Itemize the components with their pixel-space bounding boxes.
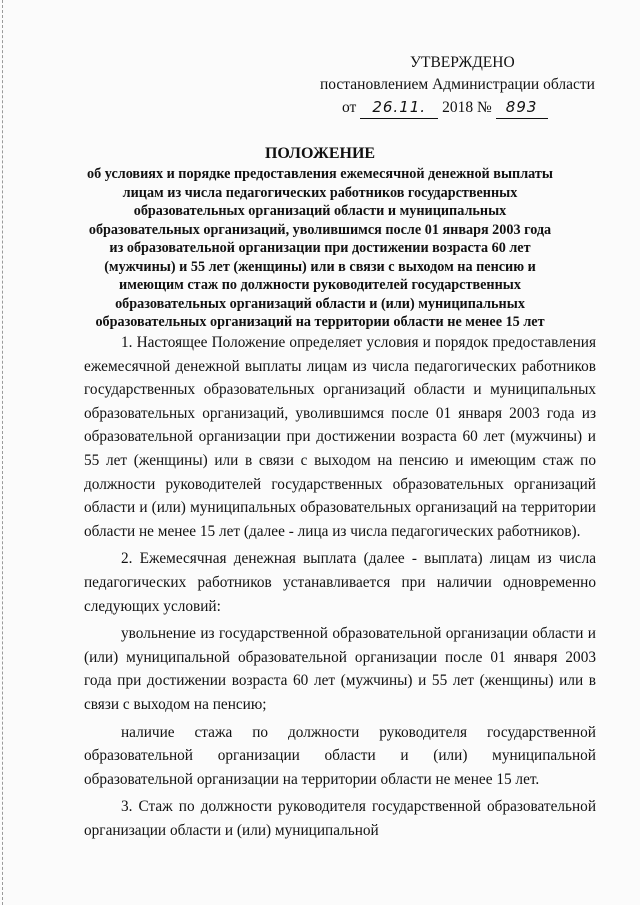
paragraph-condition-1: увольнение из государственной образовательной организации области и (или) муниципальной образовательной организации после 01 января 2003 года при достижении возраста 60 лет (мужчины) и 55 лет (женщины) или в связи с выходом на пенсию; [84, 625, 596, 713]
paragraph-condition-2: наличие стажа по должности руководителя государственной образовательной организации области и (или) муниципальной образовательной организации на территории области не менее 15 лет. [84, 723, 596, 788]
approval-title: УТВЕРЖДЕНО [410, 54, 515, 71]
document-subheading: об условиях и порядке предоставления ежемесячной денежной выплаты лицам из числа педагогических работников государственных образовательных организаций области и муниципальных образовательных организаций, уволившимся после 01 января 2003 года из образовательной организации при достижении возраста 60 лет (мужчины) и 55 лет (женщины) или в связи с выходом на пенсию и имеющим стаж по должности руководителей государственных образовательных организаций области и (или) муниципальных образовательных организаций на территории области не менее 15 лет [87, 166, 553, 330]
handwritten-number: 893 [496, 96, 548, 119]
approval-date-line [300, 96, 600, 119]
paragraph-2: 2. Ежемесячная денежная выплата (далее - выплата) лицам из числа педагогических работников устанавливается при наличии одновременно следующих условий: [84, 550, 596, 615]
paragraph-1: 1. Настоящее Положение определяет условия и порядок предоставления ежемесячной денежной выплаты лицам из числа педагогических работников государственных образовательных организаций области и муниципальных образовательных организаций, уволившимся после 01 января 2003 года из образовательной организации при достижении возраста 60 лет (мужчины) и 55 лет (женщины) или в связи с выходом на пенсию и имеющим стаж по должности руководителей государственных образовательных организаций области и (или) муниципальных образовательных организаций на территории области не менее 15 лет (далее - лица из числа педагогических работников). [84, 334, 596, 540]
scan-edge-line [2, 0, 4, 905]
approval-stamp [300, 52, 600, 119]
date-prefix: от [342, 99, 357, 116]
handwritten-date: 26.11. [360, 96, 438, 119]
year-text: 2018 № [442, 99, 492, 116]
document-title-block [84, 143, 556, 332]
paragraph-3: 3. Стаж по должности руководителя государственной образовательной организации области и (или) муниципальной [84, 798, 596, 839]
document-heading: ПОЛОЖЕНИЕ [264, 145, 376, 162]
approval-subtitle: постановлением Администрации области [320, 76, 595, 93]
document-body [84, 331, 596, 842]
